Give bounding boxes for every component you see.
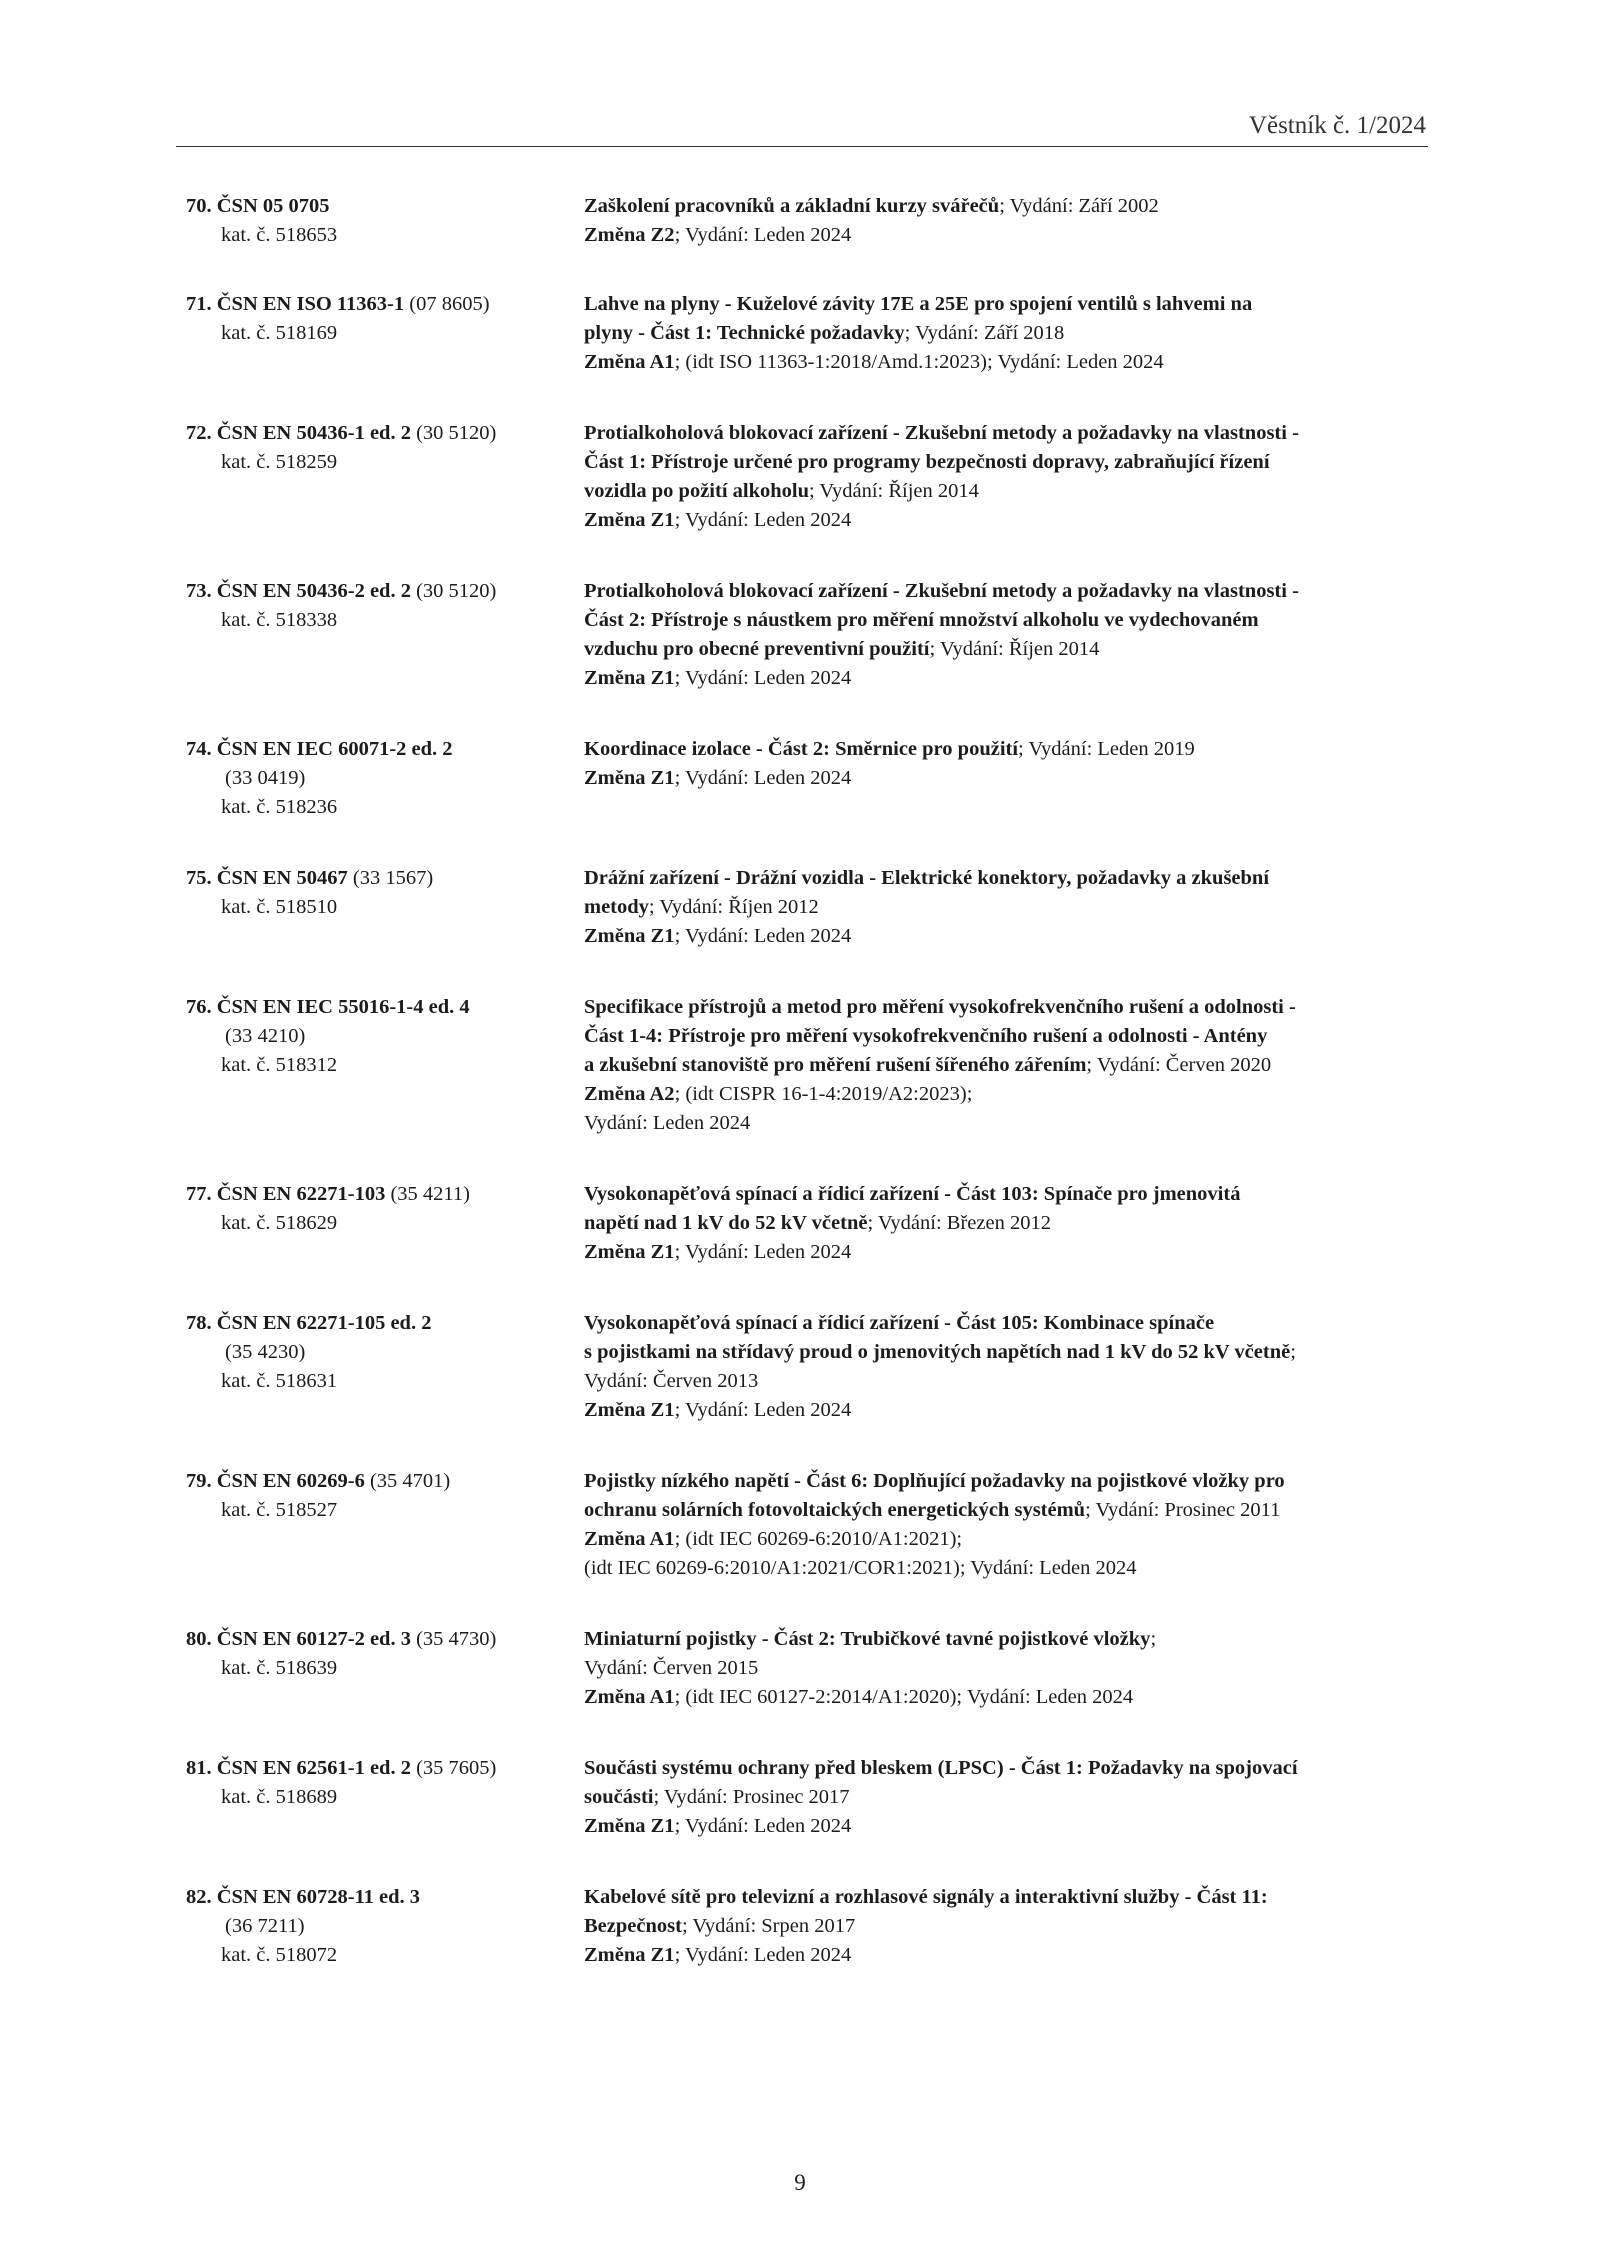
edition-text: ; Vydání: Září 2002 (999, 195, 1159, 217)
edition-text: ; (1290, 1341, 1296, 1363)
edition-text: ; Vydání: Leden 2024 (674, 224, 852, 246)
title-text: Změna Z1 (584, 767, 675, 789)
title-text: Změna Z1 (584, 1815, 675, 1837)
title-text: napětí nad 1 kV do 52 kV včetně (584, 1212, 868, 1234)
description-line (584, 1109, 1431, 1138)
title-text: metody (584, 896, 649, 918)
entry-number: 72. (186, 422, 212, 444)
standard-identifier (186, 192, 584, 250)
standard-description (584, 1754, 1431, 1841)
description-line (584, 1309, 1431, 1338)
title-text: Změna Z1 (584, 1399, 675, 1421)
title-text: ochranu solárních fotovoltaických energetických systémů (584, 1499, 1086, 1521)
standards-list (186, 192, 1431, 2012)
classification-code: (07 8605) (404, 293, 490, 315)
entry-number: 75. (186, 867, 212, 889)
description-line (584, 1051, 1431, 1080)
title-text: Lahve na plyny - Kuželové závity 17E a 25E pro spojení ventilů s lahvemi na (584, 293, 1253, 315)
edition-text: ; Vydání: Leden 2024 (674, 767, 852, 789)
standard-code: ČSN EN 60269-6 (216, 1470, 365, 1492)
title-text: Změna Z1 (584, 667, 675, 689)
classification-code: (35 7605) (410, 1757, 497, 1779)
entry-number: 78. (186, 1312, 212, 1334)
standard-code: ČSN EN 50436-2 ed. 2 (216, 580, 411, 602)
description-line (584, 1180, 1431, 1209)
standard-entry (186, 1883, 1431, 1970)
catalog-number: kat. č. 518629 (221, 1212, 338, 1234)
edition-text: ; Vydání: Říjen 2014 (929, 638, 1100, 660)
standard-code-line (186, 290, 584, 319)
classification-code: (35 4211) (385, 1183, 470, 1205)
entry-number: 82. (186, 1886, 212, 1908)
description-line (584, 606, 1431, 635)
standard-code: ČSN EN IEC 60071-2 ed. 2 (216, 738, 453, 760)
catalog-number: kat. č. 518689 (221, 1786, 338, 1808)
standard-entry (186, 1467, 1431, 1583)
catalog-number: kat. č. 518312 (221, 1054, 338, 1076)
entry-number: 81. (186, 1757, 212, 1779)
edition-text: ; (1150, 1628, 1157, 1650)
title-text: Změna A1 (584, 1528, 675, 1550)
standard-code-line (186, 577, 584, 606)
standard-code-line (186, 192, 584, 221)
catalog-number: kat. č. 518639 (221, 1657, 338, 1679)
edition-text: ; Vydání: Říjen 2014 (808, 480, 979, 502)
catalog-number: kat. č. 518072 (221, 1944, 338, 1966)
standard-code-line (186, 1754, 584, 1783)
title-text: Změna Z2 (584, 224, 675, 246)
edition-text: ; (idt IEC 60269-6:2010/A1:2021); (674, 1528, 963, 1550)
standard-identifier (186, 993, 584, 1138)
standard-code: ČSN EN 60127-2 ed. 3 (216, 1628, 411, 1650)
edition-text: ; Vydání: Prosinec 2011 (1085, 1499, 1281, 1521)
edition-text: ; Vydání: Březen 2012 (867, 1212, 1051, 1234)
standard-code-line (186, 864, 584, 893)
title-text: vozidla po požití alkoholu (584, 480, 809, 502)
description-line (584, 1654, 1431, 1683)
edition-text: ; (idt ISO 11363-1:2018/Amd.1:2023); Vydání: Leden 2024 (674, 351, 1164, 373)
standard-entry (186, 1309, 1431, 1425)
standard-entry (186, 1180, 1431, 1267)
description-line (584, 192, 1431, 221)
description-line (584, 448, 1431, 477)
description-line (584, 893, 1431, 922)
description-line (584, 1367, 1431, 1396)
description-line (584, 1883, 1431, 1912)
standard-identifier (186, 1883, 584, 1970)
entry-number: 70. (186, 195, 212, 217)
entry-number: 79. (186, 1470, 212, 1492)
description-line (584, 1554, 1431, 1583)
title-text: a zkušební stanoviště pro měření rušení šířeného zářením (584, 1054, 1087, 1076)
standard-entry (186, 993, 1431, 1138)
standard-entry (186, 419, 1431, 535)
description-line (584, 1625, 1431, 1654)
standard-identifier (186, 1625, 584, 1712)
edition-text: ; Vydání: Srpen 2017 (681, 1915, 856, 1937)
edition-text: ; Vydání: Leden 2024 (674, 925, 852, 947)
description-line (584, 577, 1431, 606)
description-line (584, 764, 1431, 793)
title-text: Protialkoholová blokovací zařízení - Zkušební metody a požadavky na vlastnosti - (584, 422, 1299, 444)
description-line (584, 735, 1431, 764)
entry-number: 73. (186, 580, 212, 602)
classification-code: (33 0419) (225, 767, 306, 789)
standard-code: ČSN EN ISO 11363-1 (216, 293, 405, 315)
standard-identifier (186, 419, 584, 535)
edition-text: Vydání: Leden 2024 (584, 1112, 751, 1134)
edition-text: ; (idt IEC 60127-2:2014/A1:2020); Vydání: Leden 2024 (674, 1686, 1134, 1708)
description-line (584, 1396, 1431, 1425)
description-line (584, 922, 1431, 951)
edition-text: ; Vydání: Leden 2024 (674, 1944, 852, 1966)
page-header (176, 110, 1428, 147)
title-text: Změna A1 (584, 351, 675, 373)
title-text: Změna Z1 (584, 1944, 675, 1966)
title-text: Vysokonapěťová spínací a řídicí zařízení - Část 105: Kombinace spínače (584, 1312, 1215, 1334)
edition-text: ; Vydání: Leden 2019 (1018, 738, 1195, 760)
edition-text: (idt IEC 60269-6:2010/A1:2021/COR1:2021); Vydání: Leden 2024 (584, 1557, 1137, 1579)
description-line (584, 993, 1431, 1022)
title-text: Část 1: Přístroje určené pro programy bezpečnosti dopravy, zabraňující řízení (584, 451, 1270, 473)
description-line (584, 1525, 1431, 1554)
description-line (584, 1238, 1431, 1267)
standard-entry (186, 864, 1431, 951)
standard-description (584, 735, 1431, 822)
title-text: Část 1-4: Přístroje pro měření vysokofrekvenčního rušení a odolnosti - Antény (584, 1025, 1268, 1047)
title-text: plyny - Část 1: Technické požadavky (584, 322, 905, 344)
edition-text: Vydání: Červen 2013 (584, 1370, 759, 1392)
page-number: 9 (794, 2170, 806, 2195)
description-line (584, 1496, 1431, 1525)
catalog-number: kat. č. 518510 (221, 896, 338, 918)
standard-code-line (186, 1180, 584, 1209)
description-line (584, 477, 1431, 506)
catalog-number: kat. č. 518653 (221, 224, 338, 246)
title-text: součásti (584, 1786, 654, 1808)
title-text: Vysokonapěťová spínací a řídicí zařízení - Část 103: Spínače pro jmenovitá (584, 1183, 1241, 1205)
standard-identifier (186, 1754, 584, 1841)
standard-entry (186, 577, 1431, 693)
standard-code: ČSN EN 62271-103 (216, 1183, 386, 1205)
edition-text: ; Vydání: Prosinec 2017 (653, 1786, 850, 1808)
description-line (584, 1941, 1431, 1970)
standard-code: ČSN EN 62271-105 ed. 2 (216, 1312, 432, 1334)
title-text: Drážní zařízení - Drážní vozidla - Elektrické konektory, požadavky a zkušební (584, 867, 1270, 889)
standard-entry (186, 1625, 1431, 1712)
edition-text: ; Vydání: Leden 2024 (674, 509, 852, 531)
standard-code: ČSN EN IEC 55016-1-4 ed. 4 (216, 996, 470, 1018)
title-text: Pojistky nízkého napětí - Část 6: Doplňující požadavky na pojistkové vložky pro (584, 1470, 1285, 1492)
description-line (584, 1080, 1431, 1109)
standard-code: ČSN EN 50467 (216, 867, 348, 889)
standard-entry (186, 290, 1431, 377)
standard-code-line (186, 993, 584, 1022)
title-text: Část 2: Přístroje s náustkem pro měření množství alkoholu ve vydechovaném (584, 609, 1259, 631)
catalog-number: kat. č. 518631 (221, 1370, 338, 1392)
title-text: s pojistkami na střídavý proud o jmenovitých napětích nad 1 kV do 52 kV včetně (584, 1341, 1291, 1363)
catalog-number: kat. č. 518527 (221, 1499, 338, 1521)
standard-entry (186, 735, 1431, 822)
description-line (584, 419, 1431, 448)
standard-code-line (186, 1883, 584, 1912)
title-text: Změna Z1 (584, 509, 675, 531)
entry-number: 76. (186, 996, 212, 1018)
classification-code: (30 5120) (410, 422, 497, 444)
entry-number: 71. (186, 293, 212, 315)
title-text: Bezpečnost (584, 1915, 682, 1937)
catalog-number: kat. č. 518338 (221, 609, 338, 631)
description-line (584, 1683, 1431, 1712)
description-line (584, 864, 1431, 893)
standard-identifier (186, 290, 584, 377)
standard-identifier (186, 577, 584, 693)
standard-identifier (186, 735, 584, 822)
description-line (584, 1812, 1431, 1841)
standard-code-line (186, 1309, 584, 1338)
edition-text: ; (idt CISPR 16-1-4:2019/A2:2023); (674, 1083, 973, 1105)
entry-number: 80. (186, 1628, 212, 1650)
title-text: Součásti systému ochrany před bleskem (LPSC) - Část 1: Požadavky na spojovací (584, 1757, 1298, 1779)
edition-text: Vydání: Červen 2015 (584, 1657, 759, 1679)
edition-text: ; Vydání: Leden 2024 (674, 1399, 852, 1421)
standard-code: ČSN EN 62561-1 ed. 2 (216, 1757, 411, 1779)
standard-identifier (186, 1180, 584, 1267)
classification-code: (35 4701) (364, 1470, 451, 1492)
standard-description (584, 290, 1431, 377)
standard-code-line (186, 735, 584, 764)
edition-text: ; Vydání: Leden 2024 (674, 1815, 852, 1837)
standard-description (584, 419, 1431, 535)
standard-entry (186, 1754, 1431, 1841)
edition-text: ; Vydání: Září 2018 (904, 322, 1065, 344)
standard-identifier (186, 864, 584, 951)
title-text: Kabelové sítě pro televizní a rozhlasové signály a interaktivní služby - Část 11: (584, 1886, 1268, 1908)
description-line (584, 1022, 1431, 1051)
title-text: Změna A2 (584, 1083, 675, 1105)
description-line (584, 506, 1431, 535)
edition-text: ; Vydání: Leden 2024 (674, 667, 852, 689)
classification-code: (35 4230) (225, 1341, 306, 1363)
description-line (584, 319, 1431, 348)
standard-description (584, 1883, 1431, 1970)
title-text: Koordinace izolace - Část 2: Směrnice pro použití (584, 738, 1019, 760)
title-text: vzduchu pro obecné preventivní použití (584, 638, 930, 660)
description-line (584, 1912, 1431, 1941)
standard-description (584, 1467, 1431, 1583)
standard-description (584, 993, 1431, 1138)
bulletin-title: Věstník č. 1/2024 (1248, 112, 1426, 139)
description-line (584, 221, 1431, 250)
description-line (584, 635, 1431, 664)
title-text: Specifikace přístrojů a metod pro měření vysokofrekvenčního rušení a odolnosti - (584, 996, 1296, 1018)
standard-description (584, 577, 1431, 693)
standard-description (584, 864, 1431, 951)
standard-identifier (186, 1309, 584, 1425)
classification-code: (33 1567) (347, 867, 434, 889)
description-line (584, 664, 1431, 693)
standard-code-line (186, 1625, 584, 1654)
edition-text: ; Vydání: Leden 2024 (674, 1241, 852, 1263)
classification-code: (35 4730) (410, 1628, 497, 1650)
title-text: Protialkoholová blokovací zařízení - Zkušební metody a požadavky na vlastnosti - (584, 580, 1299, 602)
entry-number: 74. (186, 738, 212, 760)
classification-code: (33 4210) (225, 1025, 306, 1047)
edition-text: ; Vydání: Červen 2020 (1086, 1054, 1272, 1076)
description-line (584, 1338, 1431, 1367)
description-line (584, 1209, 1431, 1238)
description-line (584, 348, 1431, 377)
title-text: Změna A1 (584, 1686, 675, 1708)
title-text: Změna Z1 (584, 1241, 675, 1263)
classification-code: (30 5120) (410, 580, 497, 602)
title-text: Změna Z1 (584, 925, 675, 947)
standard-code-line (186, 419, 584, 448)
standard-description (584, 1309, 1431, 1425)
edition-text: ; Vydání: Říjen 2012 (648, 896, 819, 918)
description-line (584, 1467, 1431, 1496)
catalog-number: kat. č. 518169 (221, 322, 338, 344)
standard-code-line (186, 1467, 584, 1496)
standard-code: ČSN EN 60728-11 ed. 3 (216, 1886, 421, 1908)
standard-code: ČSN 05 0705 (216, 195, 330, 217)
standard-description (584, 1625, 1431, 1712)
standard-entry (186, 192, 1431, 250)
description-line (584, 1783, 1431, 1812)
standard-identifier (186, 1467, 584, 1583)
entry-number: 77. (186, 1183, 212, 1205)
title-text: Zaškolení pracovníků a základní kurzy svářečů (584, 195, 1000, 217)
standard-code: ČSN EN 50436-1 ed. 2 (216, 422, 411, 444)
catalog-number: kat. č. 518259 (221, 451, 338, 473)
standard-description (584, 1180, 1431, 1267)
classification-code: (36 7211) (225, 1915, 305, 1937)
catalog-number: kat. č. 518236 (221, 796, 338, 818)
description-line (584, 1754, 1431, 1783)
title-text: Miniaturní pojistky - Část 2: Trubičkové tavné pojistkové vložky (584, 1628, 1151, 1650)
description-line (584, 290, 1431, 319)
standard-description (584, 192, 1431, 250)
